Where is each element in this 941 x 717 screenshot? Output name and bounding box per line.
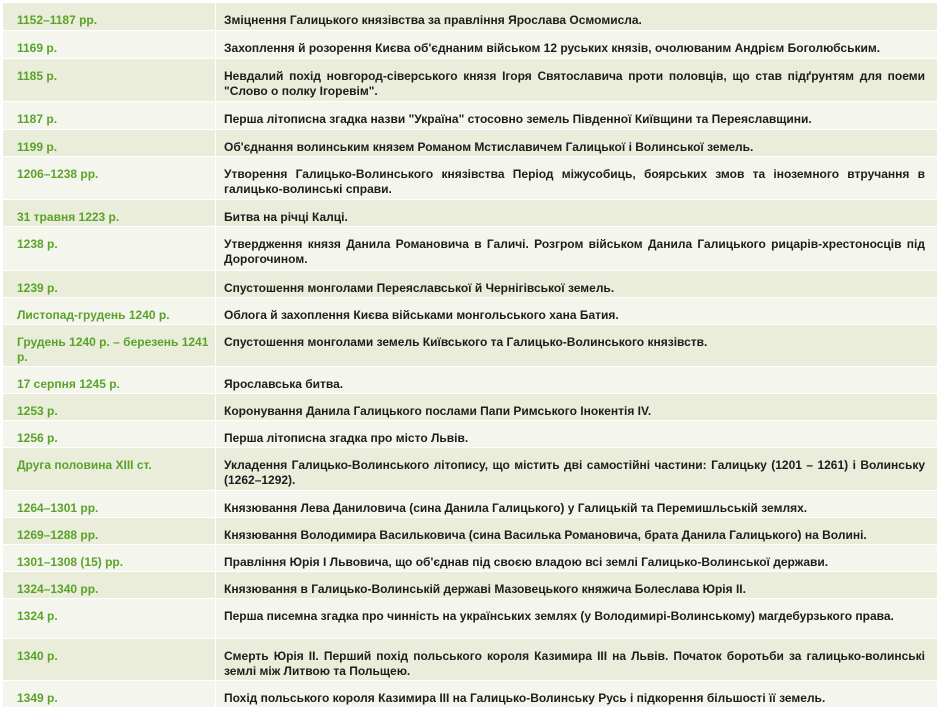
- event-text: Об'єднання волинським князем Романом Мстиславичем Галицької і Волинської земель.: [224, 140, 754, 154]
- date-text: 1253 р.: [17, 404, 58, 418]
- table-row: [3, 491, 938, 518]
- table-row: [3, 102, 938, 130]
- event-cell: [216, 3, 938, 31]
- event-cell: [216, 545, 938, 572]
- date-cell: [3, 572, 216, 599]
- table-row: [3, 518, 938, 545]
- date-text: 1264–1301 рр.: [17, 501, 99, 515]
- table-row: [3, 31, 938, 59]
- table-row: [3, 200, 938, 227]
- table-row: [3, 59, 938, 102]
- event-text: Облога й захоплення Києва військами монгольського хана Батия.: [224, 308, 619, 322]
- event-text: Невдалий похід новгород-сіверського князя Ігоря Святославича проти половців, що став підґрунтям для поеми "Слово о полку Ігоревім".: [224, 69, 925, 98]
- date-text: 1239 р.: [17, 281, 58, 295]
- date-cell: [3, 491, 216, 518]
- event-cell: [216, 102, 938, 130]
- timeline-body: [3, 3, 938, 708]
- date-cell: [3, 421, 216, 448]
- event-text: Смерть Юрія ІІ. Перший похід польського короля Казимира ІІІ на Львів. Початок боротьби за галицько-волинські землі між Литвою та Польщею.: [224, 649, 925, 678]
- event-text: Князювання в Галицько-Волинській державі Мазовецького княжича Болеслава Юрія ІІ.: [224, 582, 746, 596]
- table-row: [3, 394, 938, 421]
- date-text: 31 травня 1223 р.: [17, 210, 120, 224]
- event-text: Утворення Галицько-Волинського князівства Період міжусобиць, боярських змов та іноземного втручання в галицько-волинські справи.: [224, 167, 925, 196]
- timeline-table: [2, 2, 938, 708]
- event-cell: [216, 200, 938, 227]
- date-text: 1238 р.: [17, 237, 58, 251]
- event-text: Перша літописна згадка назви "Україна" стосовно земель Південної Київщини та Переяславщини.: [224, 112, 812, 126]
- date-cell: [3, 394, 216, 421]
- event-cell: [216, 421, 938, 448]
- event-cell: [216, 518, 938, 545]
- date-text: 1324–1340 рр.: [17, 582, 99, 596]
- event-text: Битва на річці Калці.: [224, 210, 348, 224]
- date-text: 1301–1308 (15) рр.: [17, 555, 124, 569]
- table-row: [3, 448, 938, 491]
- event-cell: [216, 448, 938, 491]
- date-text: 1187 р.: [17, 112, 58, 126]
- table-row: [3, 572, 938, 599]
- date-cell: [3, 599, 216, 639]
- table-row: [3, 681, 938, 708]
- date-text: 1206–1238 рр.: [17, 167, 99, 181]
- event-text: Спустошення монголами земель Київського та Галицько-Волинського князівств.: [224, 335, 708, 349]
- date-cell: [3, 130, 216, 157]
- date-cell: [3, 639, 216, 681]
- date-text: Грудень 1240 р. – березень 1241 р.: [17, 335, 209, 364]
- table-row: [3, 3, 938, 31]
- event-cell: [216, 325, 938, 367]
- date-text: 1152–1187 рр.: [17, 13, 98, 27]
- date-text: 1340 р.: [17, 649, 58, 663]
- table-row: [3, 227, 938, 271]
- table-row: [3, 599, 938, 639]
- table-row: [3, 271, 938, 298]
- event-cell: [216, 599, 938, 639]
- date-text: 1256 р.: [17, 431, 58, 445]
- date-cell: [3, 681, 216, 708]
- event-cell: [216, 572, 938, 599]
- date-cell: [3, 3, 216, 31]
- date-text: 17 серпня 1245 р.: [17, 377, 120, 391]
- event-text: Коронування Данила Галицького послами Папи Римського Інокентія IV.: [224, 404, 652, 418]
- table-row: [3, 325, 938, 367]
- date-text: 1349 р.: [17, 691, 58, 705]
- date-cell: [3, 31, 216, 59]
- event-cell: [216, 227, 938, 271]
- event-cell: [216, 271, 938, 298]
- table-row: [3, 421, 938, 448]
- event-text: Похід польського короля Казимира ІІІ на Галицько-Волинську Русь і підкорення більшості її земель.: [224, 691, 826, 705]
- date-text: 1169 р.: [17, 41, 58, 55]
- event-text: Князювання Володимира Васильковича (сина Василька Романовича, брата Данила Галицького) на Волині.: [224, 528, 867, 542]
- date-cell: [3, 298, 216, 325]
- event-text: Захоплення й розорення Києва об'єднаним військом 12 руських князів, очолюваним Андрієм Боголюбським.: [224, 41, 881, 55]
- date-cell: [3, 200, 216, 227]
- date-text: 1185 р.: [17, 69, 58, 83]
- date-cell: [3, 227, 216, 271]
- date-text: 1324 р.: [17, 609, 58, 623]
- event-cell: [216, 31, 938, 59]
- table-row: [3, 157, 938, 200]
- date-text: Друга половина XIII ст.: [17, 458, 152, 472]
- event-cell: [216, 639, 938, 681]
- date-cell: [3, 448, 216, 491]
- date-cell: [3, 157, 216, 200]
- date-cell: [3, 271, 216, 298]
- table-row: [3, 639, 938, 681]
- date-cell: [3, 325, 216, 367]
- date-text: 1199 р.: [17, 140, 58, 154]
- event-text: Ярославська битва.: [224, 377, 344, 391]
- date-cell: [3, 59, 216, 102]
- event-text: Утвердження князя Данила Романовича в Галичі. Розгром військом Данила Галицького рицарів-хрестоносців під Дорогочином.: [224, 237, 925, 266]
- date-cell: [3, 545, 216, 572]
- event-text: Правління Юрія І Львовича, що об'єднав під своєю владою всі землі Галицько-Волинської держави.: [224, 555, 829, 569]
- event-text: Укладення Галицько-Волинського літопису, що містить дві самостійні частини: Галицьку (1201 – 1261) і Волинську (1262–1292).: [224, 458, 925, 487]
- event-text: Перша літописна згадка про місто Львів.: [224, 431, 469, 445]
- event-cell: [216, 298, 938, 325]
- event-cell: [216, 394, 938, 421]
- date-cell: [3, 367, 216, 394]
- event-cell: [216, 491, 938, 518]
- event-cell: [216, 367, 938, 394]
- table-row: [3, 545, 938, 572]
- event-text: Перша писемна згадка про чинність на українських землях (у Володимирі-Волинському) магдебурзького права.: [224, 609, 894, 623]
- event-cell: [216, 157, 938, 200]
- event-text: Князювання Лева Даниловича (сина Данила Галицького) у Галицькій та Перемишльській землях.: [224, 501, 808, 515]
- event-cell: [216, 59, 938, 102]
- table-row: [3, 130, 938, 157]
- date-cell: [3, 102, 216, 130]
- date-text: Листопад-грудень 1240 р.: [17, 308, 170, 322]
- date-cell: [3, 518, 216, 545]
- event-text: Спустошення монголами Переяславської й Чернігівської земель.: [224, 281, 615, 295]
- date-text: 1269–1288 рр.: [17, 528, 99, 542]
- table-row: [3, 367, 938, 394]
- event-text: Зміцнення Галицького князівства за правління Ярослава Осмомисла.: [224, 13, 642, 27]
- event-cell: [216, 681, 938, 708]
- event-cell: [216, 130, 938, 157]
- table-row: [3, 298, 938, 325]
